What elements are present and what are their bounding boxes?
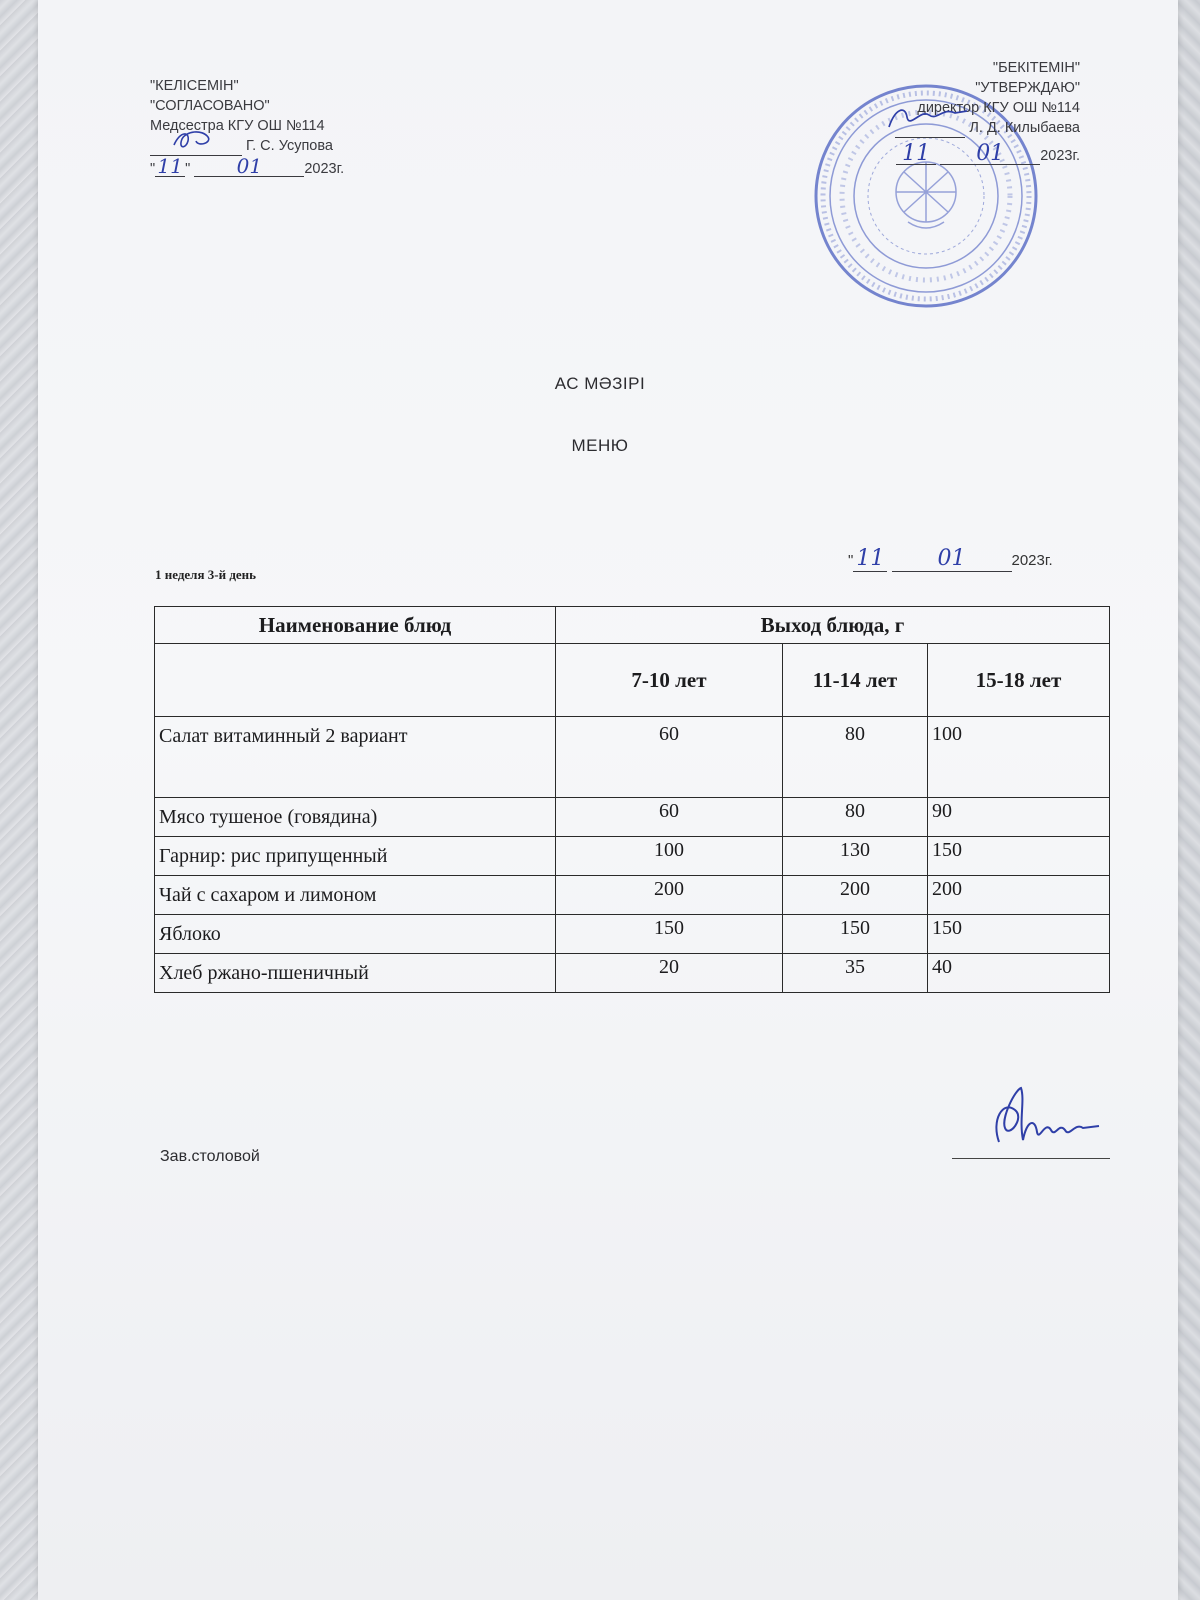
portion-11-14: 35	[783, 954, 928, 993]
empty-header-cell	[155, 644, 556, 717]
page-title-kazakh: АС МӘЗІРІ	[554, 374, 646, 393]
dish-name: Яблоко	[155, 915, 556, 954]
approval-right-line3: директор КГУ ОШ №114	[917, 100, 1080, 116]
table-row	[155, 915, 1110, 954]
table-row	[155, 954, 1110, 993]
dish-name: Хлеб ржано-пшеничный	[155, 954, 556, 993]
signature-line	[895, 119, 965, 138]
approval-right-date-day: 11	[896, 144, 936, 165]
table-row	[155, 717, 1110, 798]
portion-11-14: 130	[783, 837, 928, 876]
portion-15-18: 200	[928, 876, 1110, 915]
age-group-header: 11-14 лет	[783, 644, 928, 717]
signature-line	[150, 137, 242, 156]
approval-left-date-year: 2023г.	[304, 161, 345, 177]
portion-7-10: 150	[556, 915, 783, 954]
age-group-header: 7-10 лет	[556, 644, 783, 717]
portion-7-10: 200	[556, 876, 783, 915]
approval-left-date: " 11 " 01 2023г.	[150, 154, 345, 178]
portion-11-14: 200	[783, 876, 928, 915]
page-title-russian: МЕНЮ	[571, 436, 629, 455]
approval-right-signer: Л. Д. Килыбаева	[969, 120, 1080, 136]
approval-right-date-year: 2023г.	[1040, 148, 1080, 164]
portion-15-18: 150	[928, 915, 1110, 954]
approval-left-line2: "СОГЛАСОВАНО"	[150, 98, 270, 114]
portion-15-18: 40	[928, 954, 1110, 993]
portion-15-18: 150	[928, 837, 1110, 876]
approval-left-date-day: 11	[155, 156, 185, 177]
approval-left-signature-row	[150, 136, 344, 156]
table-row	[155, 837, 1110, 876]
approval-left-line1: "КЕЛІСЕМІН"	[150, 78, 239, 94]
age-group-header: 15-18 лет	[928, 644, 1110, 717]
table-row	[155, 876, 1110, 915]
portion-11-14: 80	[783, 798, 928, 837]
approval-right-line1: "БЕКІТЕМІН"	[992, 60, 1080, 76]
column-header-output: Выход блюда, г	[556, 607, 1110, 644]
table-row	[155, 798, 1110, 837]
approval-block-right	[810, 58, 1080, 166]
portion-15-18: 90	[928, 798, 1110, 837]
portion-7-10: 100	[556, 837, 783, 876]
approval-right-line2: "УТВЕРЖДАЮ"	[975, 80, 1080, 96]
handwritten-signature-icon	[168, 127, 228, 153]
approval-right-date-month: 01	[940, 144, 1040, 165]
column-header-dish-name: Наименование блюд	[155, 607, 556, 644]
menu-date-month: 01	[892, 546, 1012, 572]
menu-date-year: 2023г.	[1011, 552, 1053, 569]
portion-7-10: 20	[556, 954, 783, 993]
handwritten-signature-icon	[885, 101, 975, 135]
week-day-label: 1 неделя 3-й день	[155, 567, 257, 582]
menu-table	[154, 606, 1110, 993]
approval-block-left	[150, 76, 344, 179]
portion-11-14: 80	[783, 717, 928, 798]
approval-left-date-month: 01	[194, 156, 304, 177]
table-subheader-row	[155, 644, 1110, 717]
approval-right-date	[810, 141, 1080, 166]
portion-7-10: 60	[556, 798, 783, 837]
approval-left-signer: Г. С. Усупова	[246, 138, 333, 154]
portion-7-10: 60	[556, 717, 783, 798]
portion-11-14: 150	[783, 915, 928, 954]
table-header-row	[155, 607, 1110, 644]
portion-15-18: 100	[928, 717, 1110, 798]
approval-left-line3: Медсестра КГУ ОШ №114	[150, 118, 325, 134]
dish-name: Салат витаминный 2 вариант	[155, 717, 556, 798]
dish-name: Гарнир: рис припущенный	[155, 837, 556, 876]
menu-date-day: 11	[853, 546, 887, 572]
footer-signature-line	[952, 1158, 1110, 1159]
dish-name: Чай с сахаром и лимоном	[155, 876, 556, 915]
footer-canteen-head-label: Зав.столовой	[160, 1148, 260, 1165]
menu-date: " 11 01 2023г.	[848, 546, 1053, 571]
dish-name: Мясо тушеное (говядина)	[155, 798, 556, 837]
approval-right-signature-row	[810, 118, 1080, 138]
canteen-head-signature-icon	[985, 1080, 1110, 1160]
